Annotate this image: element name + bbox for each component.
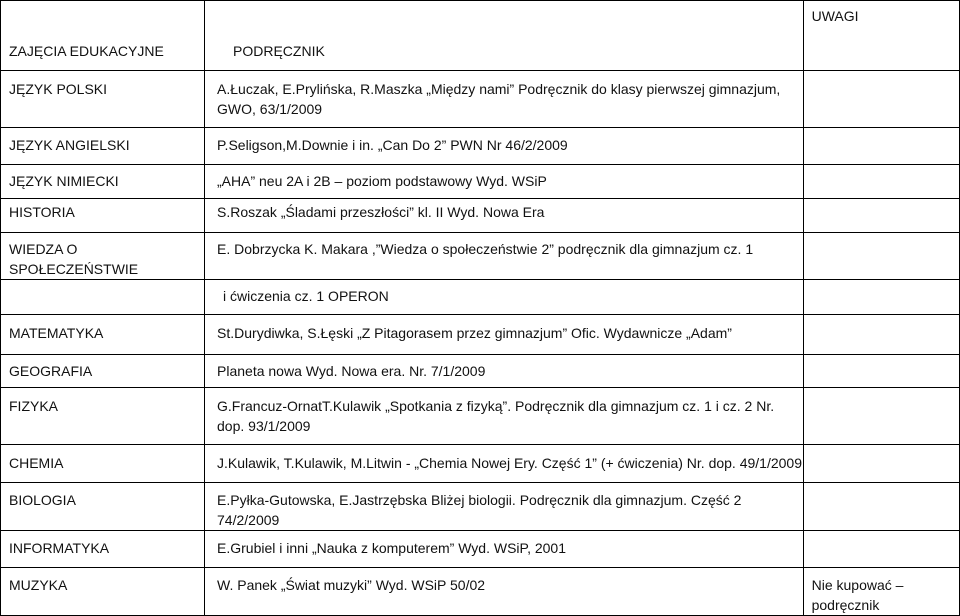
textbook-cell: G.Francuz-OrnatT.Kulawik „Spotkania z fizyką”. Podręcznik dla gimnazjum cz. 1 i cz. 2 Nr. dop. 93/1/2009 <box>205 388 804 445</box>
table-row <box>1 483 960 531</box>
table-row <box>1 388 960 445</box>
textbook-cell: E.Pyłka-Gutowska, E.Jastrzębska Bliżej biologii. Podręcznik dla gimnazjum. Część 2 74/2/2009 <box>205 483 804 531</box>
subject-cell <box>1 280 205 315</box>
subject-cell: GEOGRAFIA <box>1 355 205 388</box>
table-row <box>1 128 960 165</box>
table-row <box>1 165 960 199</box>
table-row <box>1 233 960 280</box>
table-row <box>1 445 960 483</box>
notes-cell <box>803 531 959 568</box>
subject-cell: FIZYKA <box>1 388 205 445</box>
notes-cell <box>803 165 959 199</box>
textbook-cell: E.Grubiel i inni „Nauka z komputerem” Wyd. WSiP, 2001 <box>205 531 804 568</box>
textbook-cell: i ćwiczenia cz. 1 OPERON <box>205 280 804 315</box>
textbook-cell: J.Kulawik, T.Kulawik, M.Litwin - „Chemia Nowej Ery. Część 1” (+ ćwiczenia) Nr. dop. 49/1/2009 <box>205 445 804 483</box>
textbook-cell: Planeta nowa Wyd. Nowa era. Nr. 7/1/2009 <box>205 355 804 388</box>
textbook-cell: P.Seligson,M.Downie i in. „Can Do 2” PWN Nr 46/2/2009 <box>205 128 804 165</box>
textbook-cell: S.Roszak „Śladami przeszłości” kl. II Wyd. Nowa Era <box>205 199 804 233</box>
header-subject: ZAJĘCIA EDUKACYJNE <box>1 1 205 71</box>
table-row <box>1 280 960 315</box>
subject-cell: WIEDZA O SPOŁECZEŃSTWIE <box>1 233 205 280</box>
table-row <box>1 355 960 388</box>
table-row <box>1 315 960 355</box>
table-row <box>1 568 960 616</box>
textbook-cell: St.Durydiwka, S.Łęski „Z Pitagorasem przez gimnazjum” Ofic. Wydawnicze „Adam” <box>205 315 804 355</box>
notes-cell <box>803 388 959 445</box>
notes-cell: Nie kupować – podręcznik <box>803 568 959 616</box>
textbook-cell: „AHA” neu 2A i 2B – poziom podstawowy Wyd. WSiP <box>205 165 804 199</box>
header-row <box>1 1 960 71</box>
subject-cell: JĘZYK ANGIELSKI <box>1 128 205 165</box>
table-row <box>1 531 960 568</box>
table-row <box>1 71 960 128</box>
textbook-cell: W. Panek „Świat muzyki” Wyd. WSiP 50/02 <box>205 568 804 616</box>
textbook-cell: E. Dobrzycka K. Makara ,”Wiedza o społeczeństwie 2” podręcznik dla gimnazjum cz. 1 <box>205 233 804 280</box>
subject-cell: MUZYKA <box>1 568 205 616</box>
notes-cell <box>803 233 959 280</box>
table-row <box>1 199 960 233</box>
subject-cell: BIOLOGIA <box>1 483 205 531</box>
notes-cell <box>803 280 959 315</box>
subject-cell: INFORMATYKA <box>1 531 205 568</box>
notes-cell <box>803 355 959 388</box>
notes-cell <box>803 199 959 233</box>
notes-cell <box>803 315 959 355</box>
notes-cell <box>803 71 959 128</box>
textbook-cell: A.Łuczak, E.Prylińska, R.Maszka „Między nami” Podręcznik do klasy pierwszej gimnazjum, GWO, 63/1/2009 <box>205 71 804 128</box>
header-textbook: PODRĘCZNIK <box>205 1 804 71</box>
subject-cell: JĘZYK POLSKI <box>1 71 205 128</box>
notes-cell <box>803 483 959 531</box>
subject-cell: CHEMIA <box>1 445 205 483</box>
notes-cell <box>803 445 959 483</box>
subject-cell: MATEMATYKA <box>1 315 205 355</box>
header-notes: UWAGI <box>803 1 959 71</box>
subject-cell: HISTORIA <box>1 199 205 233</box>
subject-cell: JĘZYK NIMIECKI <box>1 165 205 199</box>
notes-cell <box>803 128 959 165</box>
